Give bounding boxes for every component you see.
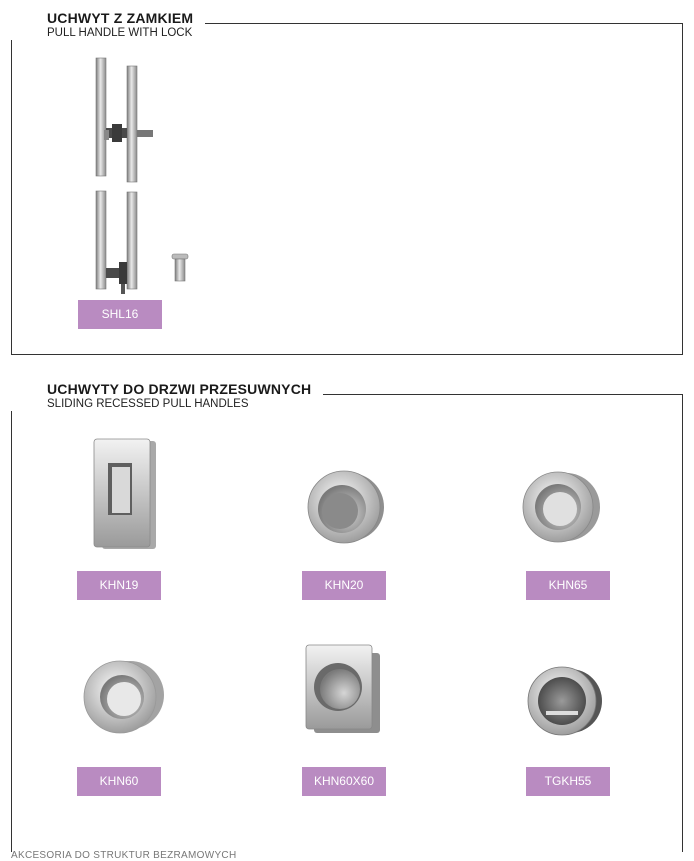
product-label-khn60x60: KHN60X60 [302, 767, 386, 796]
section-heading [11, 380, 323, 411]
product-image-khn60 [82, 655, 166, 739]
section-subtitle: PULL HANDLE WITH LOCK [47, 27, 193, 39]
product-label-khn19: KHN19 [77, 571, 161, 600]
product-label-tgkh55: TGKH55 [526, 767, 610, 796]
product-image-khn19 [90, 437, 160, 552]
section-title: UCHWYT Z ZAMKIEM [47, 10, 194, 26]
product-image-shl16 [87, 56, 197, 296]
section-heading [11, 9, 205, 40]
product-image-khn20 [304, 467, 386, 549]
page-footer: AKCESORIA DO STRUKTUR BEZRAMOWYCH [11, 850, 237, 861]
product-label-khn60: KHN60 [77, 767, 161, 796]
product-label-khn20: KHN20 [302, 571, 386, 600]
product-image-tgkh55 [524, 661, 604, 741]
section-sliding-recessed-pull-handles [11, 381, 683, 852]
product-label-shl16: SHL16 [78, 300, 162, 329]
product-image-khn65 [520, 467, 602, 549]
section-subtitle: SLIDING RECESSED PULL HANDLES [47, 398, 249, 410]
section-pull-handle-with-lock [11, 10, 683, 355]
product-label-khn65: KHN65 [526, 571, 610, 600]
section-title: UCHWYTY DO DRZWI PRZESUWNYCH [47, 381, 312, 397]
product-image-khn60x60 [304, 641, 382, 737]
